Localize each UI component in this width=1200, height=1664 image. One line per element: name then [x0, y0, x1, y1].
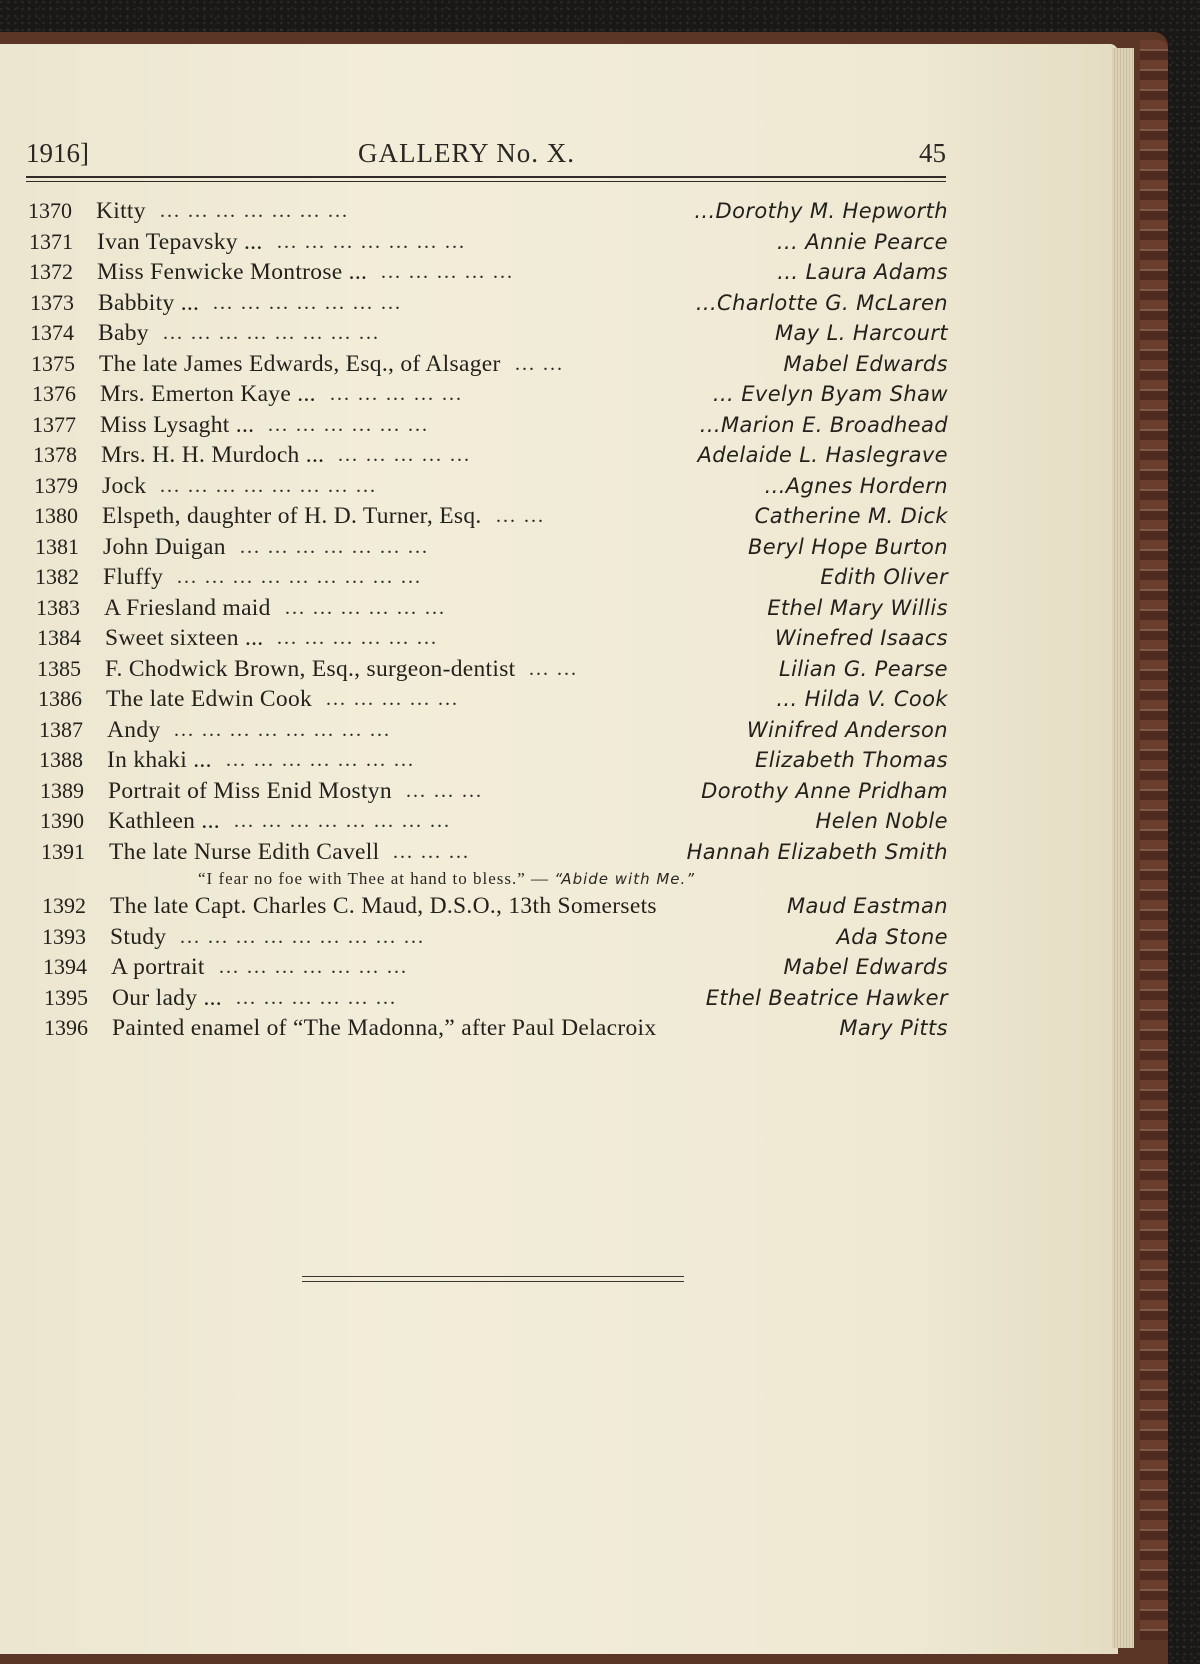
page-number: 45	[919, 138, 946, 168]
leader-dots: ... ... ... ... ... ... ... ... ...	[180, 925, 425, 948]
entry-title: John Duigan	[103, 533, 226, 560]
leader-dots: ... ...	[529, 657, 578, 680]
entry-title: Kitty	[96, 198, 146, 224]
entry-artist: May L. Harcourt	[774, 321, 948, 345]
entry-number: 1378	[33, 442, 77, 467]
entry-number: 1394	[43, 954, 87, 979]
gallery-title: GALLERY No. X.	[358, 138, 575, 168]
entry-number: 1371	[29, 228, 73, 254]
entry-title: The late James Edwards, Esq., of Alsager	[99, 350, 501, 377]
catalogue-entry	[0, 837, 960, 868]
entry-artist: Hannah Elizabeth Smith	[686, 839, 948, 864]
catalogue-entry	[0, 891, 960, 922]
leader-dots: ... ... ... ... ... ...	[277, 627, 438, 649]
entry-artist: ...Marion E. Broadhead	[699, 412, 948, 437]
entry-title: Fluffy	[103, 564, 164, 590]
entry-title: Miss Fenwicke Montrose ...	[97, 259, 368, 285]
leader-dots: ... ... ... ... ...	[381, 261, 514, 283]
leader-dots: ... ... ... ... ...	[338, 444, 471, 466]
catalogue-entry	[0, 952, 960, 983]
leader-dots: ... ... ... ... ... ... ...	[213, 291, 402, 314]
entry-number: 1395	[44, 984, 88, 1010]
entry-artist: Elizabeth Thomas	[755, 748, 948, 772]
entry-number: 1387	[39, 716, 83, 742]
entry-number: 1376	[32, 381, 76, 406]
catalogue-entries	[0, 196, 960, 1044]
leader-dots: ... ... ... ... ... ...	[285, 596, 446, 619]
catalogue-entry	[0, 806, 960, 837]
entry-title: F. Chodwick Brown, Esq., surgeon-dentist	[105, 655, 516, 682]
entry-number: 1390	[40, 808, 84, 833]
entry-number: 1388	[39, 747, 83, 772]
leader-dots: ... ... ... ... ... ...	[236, 986, 397, 1009]
entry-artist: Maud Eastman	[786, 894, 948, 918]
catalogue-entry	[0, 623, 960, 654]
entry-number: 1381	[35, 533, 79, 559]
catalogue-entry	[0, 776, 960, 807]
entry-artist: ... Evelyn Byam Shaw	[712, 382, 948, 406]
entry-number: 1373	[30, 289, 74, 315]
entry-title: The late Nurse Edith Cavell	[109, 838, 380, 865]
leader-dots: ... ... ... ... ... ... ...	[219, 956, 408, 978]
entry-artist: Catherine M. Dick	[754, 504, 948, 528]
entry-artist: Lilian G. Pearse	[778, 656, 948, 681]
closing-rule-thin	[302, 1281, 684, 1282]
entry-artist: Adelaide L. Haslegrave	[697, 443, 948, 467]
book-spine	[1140, 40, 1168, 1640]
entry-number: 1389	[40, 777, 84, 803]
catalogue-entry	[0, 257, 960, 288]
entry-number: 1386	[38, 686, 82, 711]
entry-number: 1392	[42, 893, 86, 918]
leader-dots: ... ... ... ... ... ... ... ...	[160, 474, 377, 497]
entry-artist: Ethel Beatrice Hawker	[705, 985, 948, 1010]
entry-artist: Mary Pitts	[839, 1016, 948, 1040]
leader-dots: ... ... ... ... ... ...	[268, 413, 429, 436]
entry-title: In khaki ...	[107, 747, 212, 773]
catalogue-entry	[0, 745, 960, 776]
entry-title: Ivan Tepavsky ...	[97, 228, 263, 255]
catalogue-entry	[0, 922, 960, 953]
entry-title: Miss Lysaght ...	[100, 411, 255, 438]
catalogue-entry	[0, 288, 960, 319]
entry-number: 1380	[34, 503, 78, 528]
entry-artist: Edith Oliver	[820, 565, 948, 589]
leader-dots: ... ... ... ... ... ... ...	[226, 749, 415, 771]
entry-number: 1370	[28, 198, 72, 223]
entry-artist: ... Hilda V. Cook	[776, 687, 948, 711]
entry-number: 1383	[36, 594, 80, 620]
entry-title: Baby	[98, 320, 149, 346]
leader-dots: ... ... ... ... ...	[330, 383, 463, 405]
header-year: 1916]	[26, 138, 89, 168]
entry-title: The late Edwin Cook	[106, 686, 313, 712]
quote-source: “Abide with Me.”	[554, 870, 696, 888]
entry-number: 1393	[42, 923, 86, 949]
catalogue-entry	[0, 379, 960, 410]
hymn-quote	[198, 867, 695, 891]
catalogue-entry	[0, 654, 960, 685]
entry-title: Study	[110, 923, 167, 950]
catalogue-entry	[0, 983, 960, 1014]
leader-dots: ... ... ... ... ... ... ...	[240, 535, 429, 558]
entry-title: Jock	[102, 472, 147, 499]
entry-title: Mrs. H. H. Murdoch ...	[101, 442, 325, 468]
entry-artist: Helen Noble	[815, 809, 948, 833]
leader-dots: ... ... ... ... ... ... ... ... ...	[177, 566, 422, 588]
entry-title: Andy	[107, 716, 161, 743]
catalogue-entry	[0, 471, 960, 502]
entry-artist: Mabel Edwards	[783, 955, 948, 979]
hymn-quote-line	[0, 867, 960, 891]
entry-artist: Beryl Hope Burton	[747, 534, 948, 559]
entry-artist: ...Agnes Hordern	[764, 473, 948, 498]
leader-dots: ... ... ... ... ... ... ...	[277, 230, 466, 253]
entry-title: Painted enamel of “The Madonna,” after Paul Delacroix	[112, 1015, 657, 1041]
catalogue-entry	[0, 440, 960, 471]
entry-title: A Friesland maid	[104, 594, 271, 621]
entry-number: 1372	[29, 259, 73, 284]
entry-number: 1375	[31, 350, 75, 376]
entry-title: Kathleen ...	[108, 808, 220, 834]
leader-dots: ... ... ...	[393, 840, 470, 863]
catalogue-entry	[0, 593, 960, 624]
catalogue-entry	[0, 715, 960, 746]
entry-title: Mrs. Emerton Kaye ...	[100, 381, 316, 407]
header-rule-thin	[26, 181, 946, 182]
entry-number: 1385	[37, 655, 81, 681]
entry-artist: Dorothy Anne Pridham	[701, 778, 948, 803]
entry-title: Babbity ...	[98, 289, 200, 316]
entry-artist: Mabel Edwards	[783, 351, 948, 376]
catalogue-entry	[0, 1013, 960, 1044]
entry-number: 1379	[34, 472, 78, 498]
leader-dots: ... ...	[515, 352, 564, 375]
entry-artist: Ethel Mary Willis	[767, 595, 948, 620]
catalogue-entry	[0, 532, 960, 563]
page-edges	[1112, 48, 1134, 1648]
entry-title: Elspeth, daughter of H. D. Turner, Esq.	[102, 503, 482, 529]
catalogue-entry	[0, 562, 960, 593]
entry-number: 1382	[35, 564, 79, 589]
quote-text: “I fear no foe with Thee at hand to bless.” —	[198, 869, 550, 888]
entry-title: Our lady ...	[112, 984, 222, 1011]
leader-dots: ... ... ... ... ... ... ... ...	[174, 718, 391, 741]
entry-title: Sweet sixteen ...	[105, 625, 264, 651]
leader-dots: ... ...	[496, 505, 545, 527]
closing-rule	[302, 1276, 684, 1277]
entry-artist: Winefred Isaacs	[774, 626, 948, 650]
catalogue-entry	[0, 349, 960, 380]
header-rule	[26, 176, 946, 178]
catalogue-entry	[0, 684, 960, 715]
entry-number: 1374	[30, 320, 74, 345]
leader-dots: ... ... ... ... ... ... ... ...	[163, 322, 380, 344]
catalogue-entry	[0, 501, 960, 532]
catalogue-entry	[0, 410, 960, 441]
entry-title: The late Capt. Charles C. Maud, D.S.O., 13th Somersets	[110, 893, 657, 919]
entry-number: 1377	[32, 411, 76, 437]
leader-dots: ... ... ... ... ...	[326, 688, 459, 710]
entry-title: Portrait of Miss Enid Mostyn	[108, 777, 392, 804]
entry-artist: ... Annie Pearce	[776, 229, 948, 254]
page-header	[26, 138, 946, 174]
catalogue-entry	[0, 196, 960, 227]
entry-artist: Ada Stone	[836, 924, 948, 949]
entry-artist: Winifred Anderson	[746, 717, 948, 742]
leader-dots: ... ... ...	[406, 779, 483, 802]
entry-number: 1391	[41, 838, 85, 864]
entry-artist: ... Laura Adams	[777, 260, 948, 284]
catalogue-entry	[0, 318, 960, 349]
entry-number: 1384	[37, 625, 81, 650]
entry-artist: ...Charlotte G. McLaren	[695, 290, 948, 315]
catalogue-entry	[0, 227, 960, 258]
entry-title: A portrait	[111, 954, 205, 980]
leader-dots: ... ... ... ... ... ... ... ...	[234, 810, 451, 832]
leader-dots: ... ... ... ... ... ... ...	[160, 200, 349, 222]
entry-number: 1396	[44, 1015, 88, 1040]
entry-artist: ...Dorothy M. Hepworth	[694, 199, 948, 223]
